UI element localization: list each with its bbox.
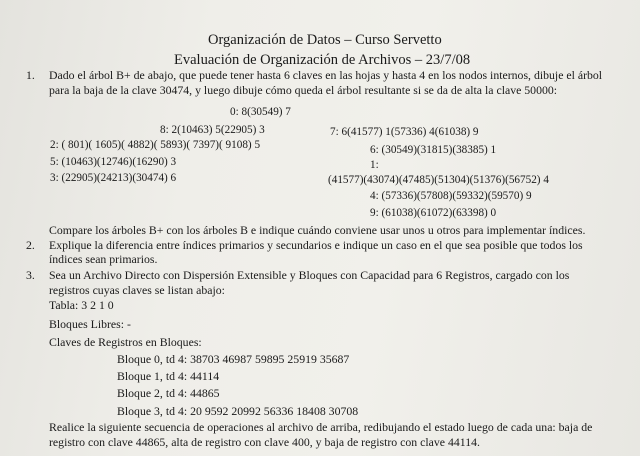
question-3-line-2: registros cuyas claves se listan abajo: [49,283,225,297]
question-1-compare: Compare los árboles B+ con los árboles B e indique cuándo conviene usar unos u otros para implementar índices. [49,223,586,237]
page-title: Organización de Datos – Curso Servetto [208,32,442,48]
question-3-instruction-1: Realice la siguiente secuencia de operaciones al archivo de arriba, redibujando el estado luego de cada una: baja de [49,420,593,434]
tree-leaf-2: 2: ( 801)( 1605)( 4882)( 5893)( 7397)( 9108) 5 [50,139,261,151]
tree-leaf-9: 9: (61038)(61072)(63398) 0 [370,207,497,219]
free-blocks-line: Bloques Libres: - [49,317,131,331]
question-2-line-2: índices sean primarios. [49,252,158,266]
question-1-line-2: para la baja de la clave 30474, y luego dibuje cómo queda el árbol resultante si se da de alta la clave 50000: [49,83,558,97]
tree-leaf-4: 4: (57336)(57808)(59332)(59570) 9 [370,190,532,202]
tree-leaf-6: 6: (30549)(31815)(38385) 1 [370,144,497,156]
question-2-line-1: Explique la diferencia entre índices primarios y secundarios e indique un caso en el que sea posible que todos los [49,238,583,252]
tree-leaf-3: 3: (22905)(24213)(30474) 6 [50,172,177,184]
block-2-line: Bloque 2, td 4: 44865 [117,386,220,400]
tree-leaf-1-keys: (41577)(43074)(47485)(51304)(51376)(56752) 4 [328,174,549,186]
question-3-instruction-2: registro con clave 44865, alta de registro con clave 400, y baja de registro con clave 44114. [49,435,480,449]
block-1-line: Bloque 1, td 4: 44114 [117,369,220,383]
page-subtitle: Evaluación de Organización de Archivos – 23/7/08 [174,52,471,68]
tree-leaf-1-label: 1: [370,159,379,171]
question-3-number: 3. [26,268,35,282]
question-1-line-1: Dado el árbol B+ de abajo, que puede tener hasta 6 claves en las hojas y hasta 4 en los nodos internos, dibuje el árbol [49,68,603,82]
tree-node-8: 8: 2(10463) 5(22905) 3 [160,124,265,136]
question-2-number: 2. [26,238,35,252]
question-3-line-1: Sea un Archivo Directo con Dispersión Extensible y Bloques con Capacidad para 6 Registros, cargado con los [49,268,570,282]
block-keys-title: Claves de Registros en Bloques: [49,335,202,349]
question-1-number: 1. [26,68,35,82]
tree-leaf-5: 5: (10463)(12746)(16290) 3 [50,156,177,168]
tree-node-7: 7: 6(41577) 1(57336) 4(61038) 9 [330,126,479,138]
block-0-line: Bloque 0, td 4: 38703 46987 59895 25919 35687 [117,352,350,366]
tree-root-node: 0: 8(30549) 7 [230,106,291,118]
hash-table-line: Tabla: 3 2 1 0 [49,298,114,312]
block-3-line: Bloque 3, td 4: 20 9592 20992 56336 18408 30708 [117,404,359,418]
